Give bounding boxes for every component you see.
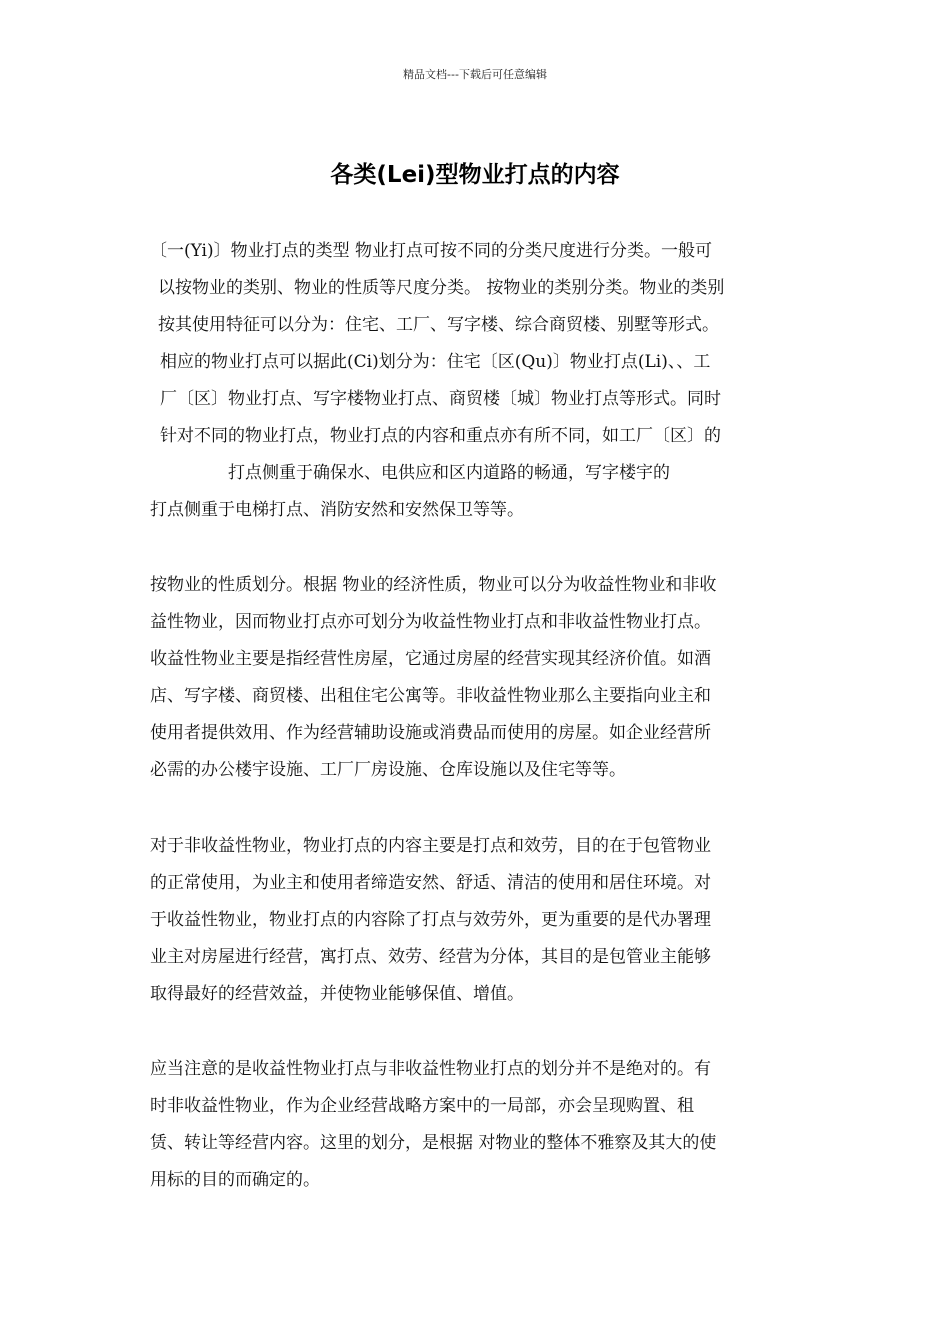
paragraph-3-line-2: 的正常使用，为业主和使用者缔造安然、舒适、清洁的使用和居住环境。对 (150, 873, 711, 893)
paragraph-2-line-5: 使用者提供效用、作为经营辅助设施或消费品而使用的房屋。如企业经营所 (150, 723, 711, 743)
paragraph-1-line-3: 按其使用特征可以分为：住宅、工厂、写字楼、综合商贸楼、别墅等形式。 (158, 315, 719, 335)
paragraph-1-line-5: 厂〔区〕物业打点、写字楼物业打点、商贸楼〔城〕物业打点等形式。同时 (160, 389, 721, 409)
paragraph-1-line-4: 相应的物业打点可以据此(Ci)划分为：住宅〔区(Qu)〕物业打点(Li)、、工 (160, 352, 711, 372)
paragraph-2-line-3: 收益性物业主要是指经营性房屋，它通过房屋的经营实现其经济价值。如酒 (150, 649, 711, 669)
paragraph-2-line-1: 按物业的性质划分。根据 物业的经济性质，物业可以分为收益性物业和非收 (150, 575, 717, 595)
paragraph-2-line-4: 店、写字楼、商贸楼、出租住宅公寓等。非收益性物业那么主要指向业主和 (150, 686, 711, 706)
paragraph-1-line-7: 打点侧重于确保水、电供应和区内道路的畅通，写字楼宇的 (228, 463, 670, 483)
paragraph-3-line-5: 取得最好的经营效益，并使物业能够保值、增值。 (150, 984, 524, 1004)
paragraph-4-line-4: 用标的目的而确定的。 (150, 1170, 320, 1190)
paragraph-4-line-2: 时非收益性物业，作为企业经营战略方案中的一局部，亦会呈现购置、租 (150, 1096, 694, 1116)
paragraph-3-line-3: 于收益性物业，物业打点的内容除了打点与效劳外，更为重要的是代办署理 (150, 910, 711, 930)
paragraph-1-line-1: 〔一(Yi)〕物业打点的类型 物业打点可按不同的分类尺度进行分类。一般可 (150, 241, 713, 261)
paragraph-3-line-4: 业主对房屋进行经营，寓打点、效劳、经营为分体，其目的是包管业主能够 (150, 947, 711, 967)
paragraph-1-line-2: 以按物业的类别、物业的性质等尺度分类。 按物业的类别分类。物业的类别 (158, 278, 725, 298)
paragraph-4-line-3: 赁、转让等经营内容。这里的划分，是根据 对物业的整体不雅察及其大的使 (150, 1133, 717, 1153)
paragraph-2-line-6: 必需的办公楼宇设施、工厂厂房设施、仓库设施以及住宅等等。 (150, 760, 626, 780)
document-title: 各类(Lei)型物业打点的内容 (330, 162, 620, 188)
paragraph-2-line-2: 益性物业，因而物业打点亦可划分为收益性物业打点和非收益性物业打点。 (150, 612, 711, 632)
paragraph-1-line-8: 打点侧重于电梯打点、消防安然和安然保卫等等。 (150, 500, 524, 520)
paragraph-1-line-6: 针对不同的物业打点，物业打点的内容和重点亦有所不同，如工厂〔区〕的 (160, 426, 721, 446)
paragraph-4-line-1: 应当注意的是收益性物业打点与非收益性物业打点的划分并不是绝对的。有 (150, 1059, 711, 1079)
paragraph-3-line-1: 对于非收益性物业，物业打点的内容主要是打点和效劳，目的在于包管物业 (150, 836, 711, 856)
page-header: 精品文档---下载后可任意编辑 (403, 68, 547, 81)
